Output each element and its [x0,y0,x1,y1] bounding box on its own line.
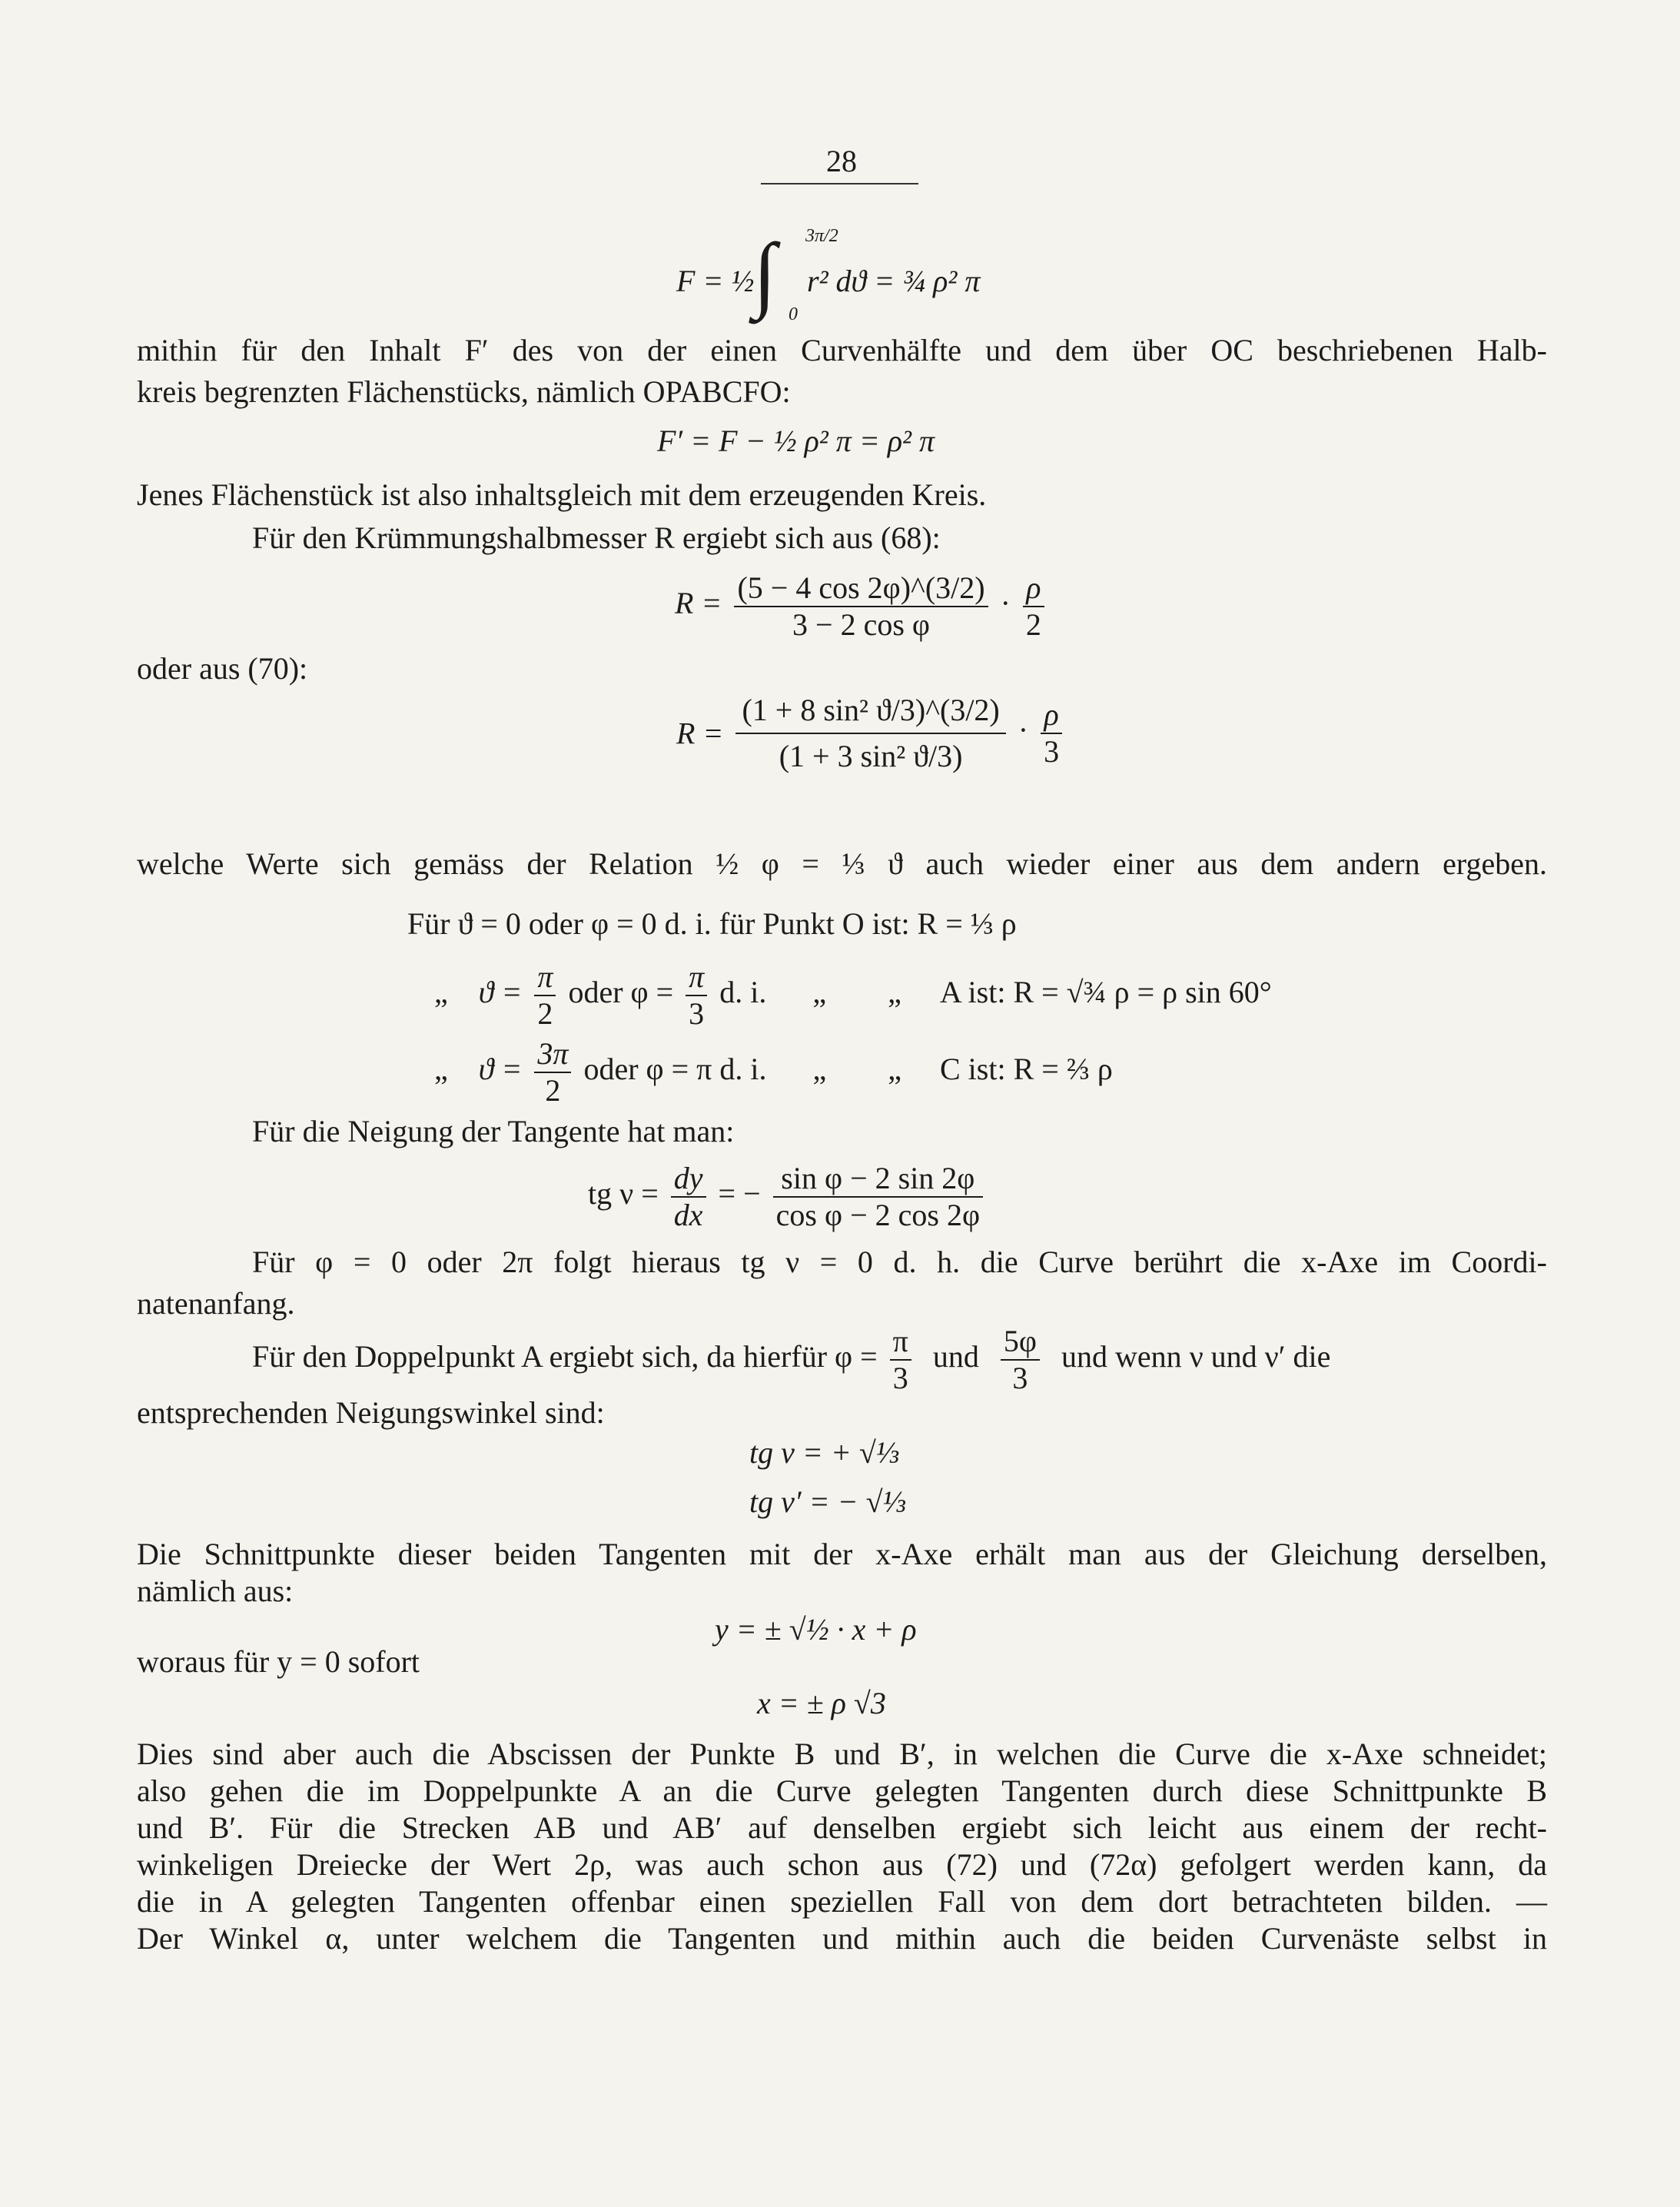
case2-theta: ϑ = [478,975,523,1010]
equation-R1-factor-den: 2 [1025,607,1041,642]
equation-R2-lhs: R = [676,716,724,751]
case3-frac: $\frac{3\pi}{2}$ [534,1036,571,1108]
equation-R1-denominator: 3 − 2 cos φ [792,607,930,642]
text-line-19: die in A gelegten Tangenten offenbar einen speziellen Fall von dem dort betrachteten bilden. — [137,1884,1547,1919]
equation-tg-lhs: tg ν = [588,1176,659,1212]
equation-R2-factor [1041,697,1062,769]
case2-oder: oder φ = [568,975,674,1010]
text-line-18: winkeligen Dreiecke der Wert 2ρ, was auch schon aus (72) und (72α) gefolgert werden kann, da [137,1847,1547,1882]
equation-R1-fraction [734,570,988,643]
text-line-15: Dies sind aber auch die Abscissen der Punkte B und B′, in welchen die Curve die x-Axe schneidet; [137,1737,1547,1771]
text-line-6: welche Werte sich gemäss der Relation ½ φ = ⅓ ϑ auch wieder einer aus dem andern ergeben. [137,846,1547,881]
equation-F-body: r² dϑ = ¾ ρ² π [807,264,981,298]
text-line-1: mithin für den Inhalt F′ des von der einen Curvenhälfte und dem über OC beschriebenen Halb- [137,333,1547,367]
text-line-9: natenanfang. [137,1286,295,1321]
text-line-12: Die Schnittpunkte dieser beiden Tangenten mit der x-Axe erhält man aus der Gleichung derselben, [137,1537,1547,1571]
text-line-8: Für φ = 0 oder 2π folgt hieraus tg ν = 0 d. h. die Curve berührt die x-Axe im Coordi- [252,1245,1547,1279]
ditto-mark: „ [888,1052,901,1087]
text-line-20: Der Winkel α, unter welchem die Tangenten und mithin auch die beiden Curvenäste selbst in [137,1921,1547,1956]
equation-tg-frac-1: $\frac{dy}{dx}$ [671,1161,706,1233]
text-line-3: Jenes Flächenstück ist also inhaltsgleich mit dem erzeugenden Kreis. [137,477,987,512]
ditto-mark: „ [812,975,827,1010]
doppelpunkt-frac-1: $\frac{\pi}{3}$ [890,1324,911,1396]
text-line-10b: und [932,1339,979,1374]
text-line-10c: und wenn ν und ν′ die [1061,1339,1331,1374]
ditto-mark: „ [434,1052,448,1087]
text-line-5: oder aus (70): [137,651,308,686]
case-line-1: Für ϑ = 0 oder φ = 0 d. i. für Punkt O ist: R = ⅓ ρ [407,906,1017,941]
equation-R2-denominator: (1 + 3 sin² ϑ/3) [779,739,963,773]
ditto-mark: „ [888,975,901,1010]
ditto-mark: „ [812,1052,827,1087]
ditto-mark: „ [434,975,448,1010]
equation-tg-frac-2: $\frac{\text{sin φ − 2 sin 2φ}}{\text{cos φ − 2 cos 2φ}}$ [773,1161,983,1233]
text-line-4: Für den Krümmungshalbmesser R ergiebt sich aus (68): [252,520,941,555]
equation-y: y = ± √½ · x + ρ [715,1612,917,1647]
equation-R2-factor-num: ρ [1041,697,1062,734]
case-line-3 [434,1036,1113,1108]
text-line-11: entsprechenden Neigungswinkel sind: [137,1395,605,1430]
case-line-2 [434,959,1272,1032]
case3-oder: oder φ = π d. i. [583,1052,767,1087]
case2-result: A ist: R = √¾ ρ = ρ sin 60° [939,975,1272,1010]
equation-tg-nu-prime: tg ν′ = − √⅓ [749,1484,906,1519]
equation-tangent: tg ν = $\frac{dy}{dx}$ = − $\frac{\text{sin φ − 2 sin 2φ}}{\text{cos φ − 2 cos 2φ}}$ [588,1161,988,1233]
equation-tg-nu: tg ν = + √⅓ [749,1435,899,1470]
equation-R1-factor [1023,570,1044,643]
equation-R2-factor-den: 3 [1044,734,1060,769]
text-line-17: und B′. Für die Strecken AB und AB′ auf denselben ergiebt sich leicht aus einem der recht- [137,1810,1547,1845]
page-number: 28 [826,144,857,178]
equation-R2-fraction [735,688,1005,779]
equation-R-68: R = $\frac{(5 - 4 \cos 2\varphi)\^{}(3/2)}{\text{3 − 2 cos φ}}$ · $\frac{\rho}{2}$ [675,570,1049,643]
text-line-16: also gehen die im Doppelpunkte A an die Curve gelegten Tangenten durch diese Schnittpunkte B [137,1773,1547,1808]
equation-R1-factor-num: ρ [1023,570,1044,607]
equation-F-prime: F′ = F − ½ ρ² π = ρ² π [657,424,935,458]
equation-R1-lhs: R = [675,586,722,621]
doppelpunkt-frac-2: $\frac{5\varphi}{3}$ [1001,1324,1040,1396]
text-line-14: woraus für y = 0 sofort [137,1644,420,1679]
case2-di: d. i. [719,975,767,1010]
equation-F-lhs: F = ½ [676,264,755,298]
integral-sign: ∫ [753,226,777,320]
text-line-7: Für die Neigung der Tangente hat man: [252,1114,735,1148]
equation-R-70: R = $\frac{\text{(1 + 8 sin² ϑ/3)\textasciicircum{}(3/2)}}{\text{(1 + 3 sin² ϑ/3)}}$ · $\frac{\rho}{3}$ [676,688,1067,779]
text-line-10 [252,1324,1330,1396]
case2-frac-1: $\frac{\pi}{2}$ [534,959,556,1032]
equation-R2-numerator: (1 + 8 sin² ϑ/3)^(3/2) [735,688,1005,734]
case3-result: C ist: R = ⅔ ρ [940,1052,1113,1087]
page-number-rule [761,183,918,184]
integral-upper-limit: 3π/2 [805,226,838,246]
case2-frac-2: $\frac{\pi}{3}$ [686,959,707,1032]
case3-theta: ϑ = [478,1052,523,1087]
equation-R1-numerator: (5 − 4 cos 2φ)^(3/2) [734,570,988,607]
text-line-13: nämlich aus: [137,1574,294,1608]
text-line-10a: Für den Doppelpunkt A ergiebt sich, da hierfür φ = [252,1339,878,1374]
text-line-2: kreis begrenzten Flächenstücks, nämlich OPABCFO: [137,374,791,409]
equation-x: x = ± ρ √3 [757,1686,886,1720]
integral-lower-limit: 0 [789,304,798,324]
